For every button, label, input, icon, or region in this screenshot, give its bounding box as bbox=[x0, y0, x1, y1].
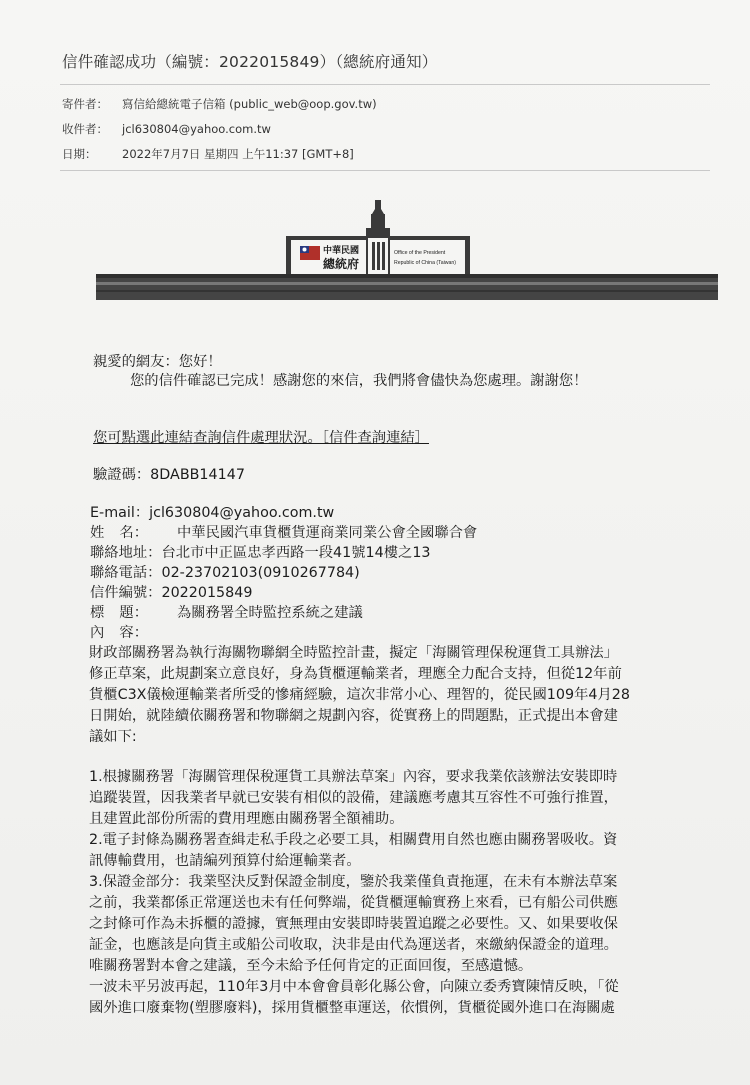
content-paragraph bbox=[89, 643, 689, 748]
content-line: 一波未平另波再起，110年3月中本會會員彰化縣公會，向陳立委秀寶陳情反映，「從 bbox=[89, 979, 619, 995]
field-phone bbox=[90, 563, 360, 583]
meta-recipient bbox=[62, 121, 271, 137]
field-label: 姓 名： bbox=[90, 525, 148, 541]
meta-label: 寄件者： bbox=[62, 97, 108, 111]
logo-zh-line1: 中華民國 bbox=[323, 246, 360, 256]
content-line: 2.電子封條為關務署查緝走私手段之必要工具，相關費用自然也應由關務署吸收。資 bbox=[89, 832, 618, 848]
field-label: 聯絡地址： bbox=[90, 545, 162, 561]
field-email bbox=[90, 503, 334, 523]
logo-en-line2: Republic of China (Taiwan) bbox=[394, 260, 456, 266]
meta-label: 收件者： bbox=[62, 122, 108, 136]
field-value: 台北市中正區忠孝西路一段41號14樓之13 bbox=[161, 545, 431, 561]
divider bbox=[60, 170, 710, 171]
field-label: 內 容： bbox=[90, 625, 148, 641]
content-line: 國外進口廢棄物(塑膠廢料)，採用貨櫃整車運送，依慣例，貨櫃從國外進口在海關處 bbox=[89, 1000, 615, 1016]
field-value: 為關務署全時監控系統之建議 bbox=[177, 605, 363, 621]
field-title bbox=[90, 603, 363, 623]
greeting: 親愛的網友：您好！ bbox=[93, 354, 222, 370]
presidential-office-banner bbox=[96, 190, 718, 302]
content-line: 日開始，就陸續依關務署和物聯網之規劃內容，從實務上的問題點，正式提出本會建 bbox=[89, 708, 618, 724]
content-line: 追蹤裝置，因我業者早就已安裝有相似的設備，建議應考慮其互容性不可強行推置， bbox=[89, 790, 618, 806]
field-name bbox=[90, 523, 477, 543]
verification-code: 驗證碼：8DABB14147 bbox=[93, 467, 245, 483]
content-line: 議如下: bbox=[89, 729, 137, 745]
content-line: 3.保證金部分：我業堅決反對保證金制度，鑒於我業僅負責拖運，在未有本辦法草案 bbox=[89, 874, 618, 890]
content-line: 貨櫃C3X儀檢運輸業者所受的慘痛經驗，這次非常小心、理智的，從民國109年4月28 bbox=[89, 687, 630, 703]
content-line: 且建置此部份所需的費用理應由關務署全額補助。 bbox=[89, 811, 404, 827]
meta-sender bbox=[62, 96, 377, 112]
content-line: 1.根據關務署「海關管理保稅運貨工具辦法草案」內容，要求我業依該辦法安裝即時 bbox=[89, 769, 618, 785]
thanks-message: 您的信件確認已完成！感謝您的來信，我們將會儘快為您處理。謝謝您！ bbox=[130, 373, 588, 389]
inquiry-link[interactable]: 您可點選此連結查詢信件處理狀況。［信件查詢連結］ bbox=[93, 430, 429, 446]
divider bbox=[60, 84, 710, 85]
logo-en-line1: Office of the President bbox=[394, 250, 446, 256]
sender-value: 寫信給總統電子信箱 (public_web@oop.gov.tw) bbox=[122, 97, 377, 111]
field-label: 聯絡電話： bbox=[90, 565, 162, 581]
field-content bbox=[90, 623, 177, 643]
field-value: jcl630804@yahoo.com.tw bbox=[149, 505, 335, 521]
date-value: 2022年7月7日 星期四 上午11:37 [GMT+8] bbox=[122, 147, 354, 161]
field-label: 信件編號： bbox=[90, 585, 162, 601]
content-line: 之前，我業都係正常運送也未有任何弊端，從貨櫃運輸實務上來看，已有船公司供應 bbox=[89, 895, 618, 911]
recipient-value: jcl630804@yahoo.com.tw bbox=[122, 122, 271, 136]
content-line: 財政部關務署為執行海關物聯網全時監控計畫，擬定「海關管理保稅運貨工具辦法」 bbox=[89, 645, 618, 661]
email-subject: 信件確認成功（編號：2022015849）（總統府通知） bbox=[62, 53, 438, 71]
field-value: 中華民國汽車貨櫃貨運商業同業公會全國聯合會 bbox=[177, 525, 478, 541]
content-line: 証金，也應該是向貨主或船公司收取，決非是由代為運送者，來繳納保證金的道理。 bbox=[89, 937, 618, 953]
content-line: 之封條可作為未拆櫃的證據，實無理由安裝即時裝置追蹤之必要性。又、如果要收保 bbox=[89, 916, 618, 932]
field-letter-no bbox=[90, 583, 252, 603]
meta-date bbox=[62, 146, 354, 162]
field-address bbox=[90, 543, 431, 563]
field-value: 2022015849 bbox=[161, 585, 253, 601]
logo-zh-line2: 總統府 bbox=[323, 257, 360, 271]
points-paragraph bbox=[89, 767, 689, 1019]
field-label: E-mail： bbox=[90, 505, 150, 521]
field-value: 02-23702103(0910267784) bbox=[161, 565, 360, 581]
meta-label: 日期： bbox=[62, 147, 97, 161]
content-line: 訊傳輸費用，也請編列預算付給運輸業者。 bbox=[89, 853, 361, 869]
content-line: 修正草案，此規劃案立意良好，身為貨櫃運輸業者，理應全力配合支持，但從12年前 bbox=[89, 666, 622, 682]
field-label: 標 題： bbox=[90, 605, 148, 621]
content-line: 唯關務署對本會之建議，至今未給予任何肯定的正面回復，至感遺憾。 bbox=[89, 958, 533, 974]
